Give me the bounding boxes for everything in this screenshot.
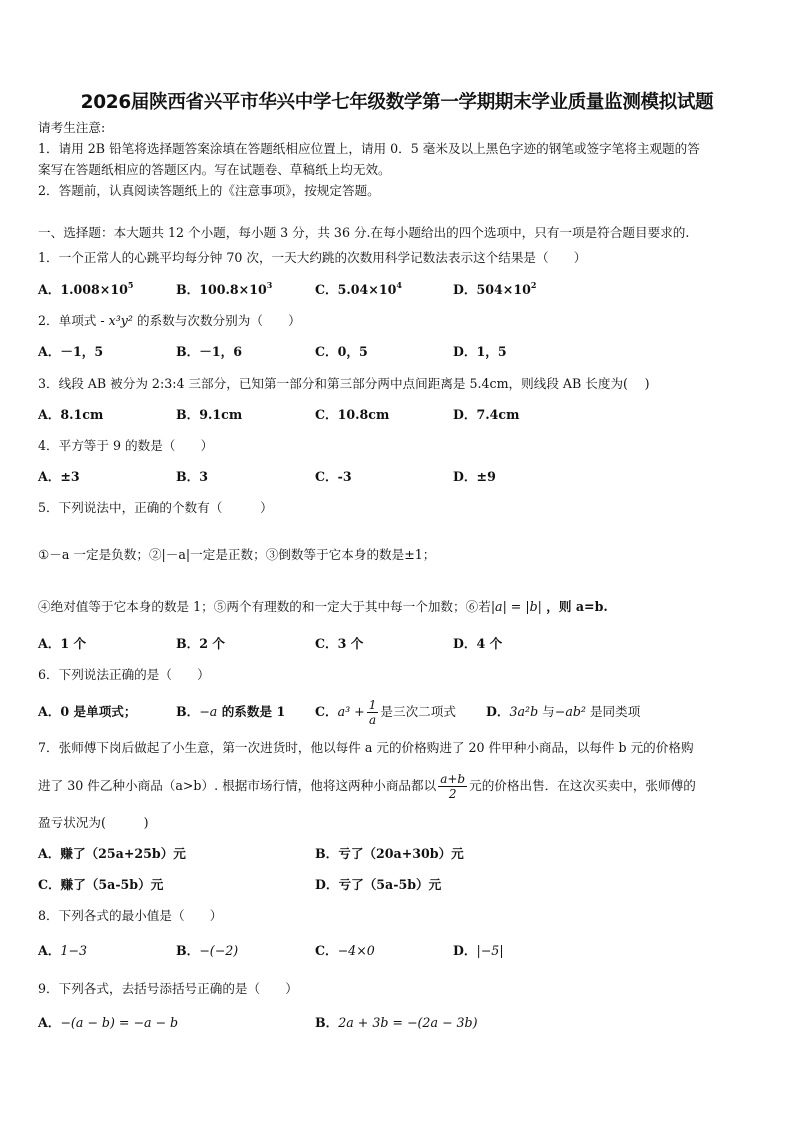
q5-statements-1: ①－a 一定是负数；②|－a|一定是正数；③倒数等于它本身的数是±1； [38,547,436,562]
question-2-stem: 2．单项式 - x³y² 的系数与次数分别为（ ） [38,313,301,328]
q2-option-c: C．0，5 [315,344,368,359]
q3-option-c: C．10.8cm [315,407,390,422]
q5-option-b: B．2 个 [176,636,225,651]
notice-item-2: 2．答题前，认真阅读答题纸上的《注意事项》，按规定答题。 [38,183,380,198]
q1-option-b: B．$100.8\times 10^3$ [176,280,273,297]
q2-option-d: D．1，5 [453,344,507,359]
question-7-line-3: 盈亏状况为( ) [38,815,149,830]
q1-option-d: D．$504\times 10^2$ [453,280,537,297]
section-heading: 一、选择题：本大题共 12 个小题，每小题 3 分，共 36 分.在每小题给出的四个选项中，只有一项是符合题目要求的. [38,225,690,240]
q6-option-a: A．0 是单项式； [38,704,137,719]
question-7-line-1: 7．张师傅下岗后做起了小生意，第一次进货时，他以每件 a 元的价格购进了 20 件甲种小商品，以每件 b 元的价格购 [38,740,694,755]
q3-option-a: A．8.1cm [38,407,104,422]
q7-option-d: D．亏了（5a-5b）元 [315,877,442,892]
q8-option-c: C．−4×0 [315,943,375,958]
q9-option-b: B．2a + 3b = −(2a − 3b) [315,1015,478,1030]
q5-statements-2: ④绝对值等于它本身的数是 1；⑤两个有理数的和一定大于其中每一个加数；⑥若|a| = |b| ，则 a=b. [38,599,608,614]
q5-option-d: D．4 个 [453,636,503,651]
question-4-stem: 4．平方等于 9 的数是（ ） [38,438,214,453]
q7-option-a: A．赚了（25a+25b）元 [38,846,186,861]
q9-option-a: A．−(a − b) = −a − b [38,1015,179,1030]
q7-option-c: C．赚了（5a-5b）元 [38,877,164,892]
q4-option-a: A．±3 [38,469,80,484]
question-8-stem: 8．下列各式的最小值是（ ） [38,908,223,923]
q8-option-b: B．−(−2) [176,943,239,958]
q6-option-c: C．a³ + $\frac{1}{a}$ 是三次二项式 [315,698,456,727]
q8-option-a: A．1−3 [38,943,87,958]
q6-option-d: D．3a²b 与−ab² 是同类项 [486,704,641,719]
q1-option-a: A．$1.008\times 10^5$ [38,280,134,297]
q2-option-b: B．－1，6 [176,344,242,359]
question-6-stem: 6．下列说法正确的是（ ） [38,667,210,682]
q3-option-d: D．7.4cm [453,407,520,422]
q8-option-d: D．|−5| [453,943,504,958]
question-7-line-2: 进了 30 件乙种小商品（a>b）. 根据市场行情，他将这两种小商品都以 $\frac{a+b}{2}$ 元的价格出售．在这次买卖中，张师傅的 [38,772,696,801]
q7-option-b: B．亏了（20a+30b）元 [315,846,464,861]
question-5-stem: 5．下列说法中，正确的个数有（ ） [38,500,273,515]
q2-option-a: A．－1，5 [38,344,104,359]
notice-heading: 请考生注意: [38,120,106,135]
question-3-stem: 3．线段 AB 被分为 2:3:4 三部分，已知第一部分和第三部分两中点间距离是 5.4cm，则线段 AB 长度为( ) [38,376,650,391]
q1-option-c: C．$5.04\times 10^4$ [315,280,402,297]
q5-option-a: A．1 个 [38,636,87,651]
notice-item-1: 1．请用 2B 铅笔将选择题答案涂填在答题纸相应位置上，请用 0．5 毫米及以上黑色字迹的钢笔或签字笔将主观题的答 [38,141,700,156]
q4-option-b: B．3 [176,469,209,484]
q6-option-b: B．−a 的系数是 1 [176,704,286,719]
q5-option-c: C．3 个 [315,636,364,651]
q4-option-d: D．±9 [453,469,496,484]
notice-item-1-cont: 案写在答题纸相应的答题区内。写在试题卷、草稿纸上均无效。 [38,162,391,177]
q3-option-b: B．9.1cm [176,407,243,422]
q4-option-c: C．-3 [315,469,352,484]
question-9-stem: 9．下列各式，去括号添括号正确的是（ ） [38,981,298,996]
page-title: 2026届陕西省兴平市华兴中学七年级数学第一学期期末学业质量监测模拟试题 [80,92,714,113]
question-1-stem: 1．一个正常人的心跳平均每分钟 70 次，一天大约跳的次数用科学记数法表示这个结果是（ ） [38,250,587,265]
